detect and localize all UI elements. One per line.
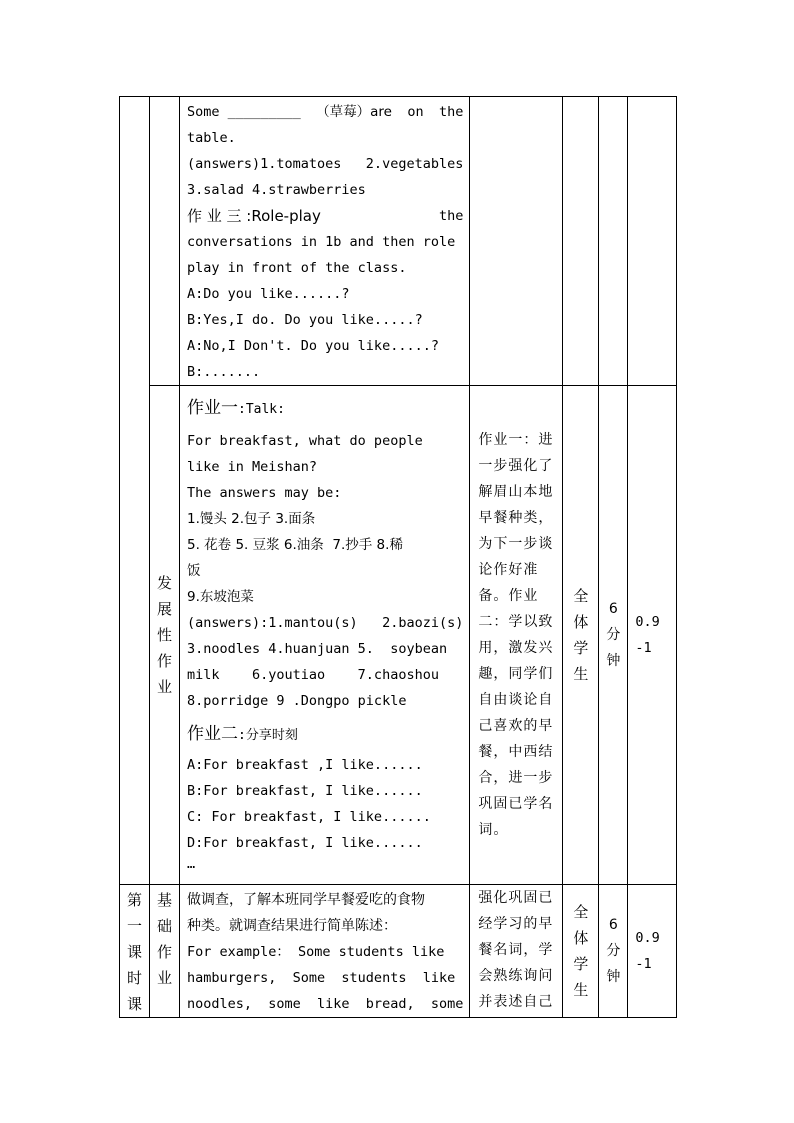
- text-line: (answers)1.tomatoes 2.vegetables: [187, 156, 464, 172]
- text-line: (answers):1.mantou(s) 2.baozi(s): [187, 615, 464, 631]
- time-cell: [599, 885, 628, 1018]
- table-row: [120, 885, 677, 1018]
- target-text: 全体学生: [573, 587, 589, 683]
- text-line: For breakfast, what do people: [187, 433, 423, 449]
- text-line: hamburgers, Some students like: [187, 970, 456, 986]
- target-cell-empty: [563, 97, 599, 386]
- text-line: B:.......: [187, 364, 261, 380]
- text-line: C: For breakfast, I like......: [187, 809, 431, 825]
- time-text: 6分钟: [606, 917, 621, 985]
- homework-design-table: [119, 96, 677, 1018]
- text-line: 做调查，了解本班同学早餐爱吃的食物: [187, 892, 425, 908]
- difficulty-cell-empty: [628, 97, 677, 386]
- purpose-text: 作业一：进一步强化了解眉山本地早餐种类，为下一步谈论作好准备。作业二：学以致用，激发兴趣，同学们自由谈论自己喜欢的早餐，中西结合，进一步巩固已学名词。: [478, 432, 554, 838]
- lesson-label: 第一课时课: [126, 891, 142, 1013]
- difficulty-text: 0.9-1: [635, 614, 660, 656]
- category-cell: [150, 386, 180, 885]
- text-line: table.: [187, 130, 236, 146]
- purpose-cell-empty: [470, 97, 563, 386]
- category-label: 发展性作业: [156, 574, 172, 696]
- category-cell-empty: [150, 97, 180, 386]
- task-heading: 作业二:分享时刻: [187, 724, 298, 744]
- content-cell: [180, 885, 470, 1018]
- text-line: conversations in 1b and then role: [187, 234, 456, 250]
- text-line: A:For breakfast ,I like......: [187, 757, 423, 773]
- text-line: B:For breakfast, I like......: [187, 783, 423, 799]
- text-line: 8.porridge 9 .Dongpo pickle: [187, 693, 407, 709]
- target-cell: [563, 386, 599, 885]
- text-line: B:Yes,I do. Do you like.....?: [187, 312, 423, 328]
- time-cell-empty: [599, 97, 628, 386]
- text-line: Some _________ （草莓）are on the: [187, 104, 464, 120]
- lesson-cell-empty: [120, 97, 150, 885]
- content-cell: [180, 97, 470, 386]
- text-line: 种类。就调查结果进行简单陈述：: [187, 918, 397, 934]
- content-cell: [180, 386, 470, 885]
- time-text: 6分钟: [606, 601, 621, 669]
- table-row: [120, 386, 677, 885]
- time-cell: [599, 386, 628, 885]
- text-line: 5. 花卷 5. 豆浆 6.油条 7.抄手 8.稀: [187, 537, 403, 553]
- purpose-cell: [470, 386, 563, 885]
- text-line: 1.馒头 2.包子 3.面条: [187, 511, 316, 527]
- purpose-text: 强化巩固已经学习的早餐名词，学会熟练询问并表述自己: [478, 890, 554, 1010]
- text-line: D:For breakfast, I like......: [187, 835, 423, 851]
- text-line: play in front of the class.: [187, 260, 407, 276]
- task-heading: 作业一:Talk:: [187, 398, 285, 418]
- purpose-cell: [470, 885, 563, 1018]
- text-line: A:No,I Don't. Do you like.....?: [187, 338, 439, 354]
- text-line: 3.noodles 4.huanjuan 5. soybean: [187, 641, 448, 657]
- text-line: For example： Some students like: [187, 944, 445, 960]
- category-cell: [150, 885, 180, 1018]
- difficulty-cell: [628, 386, 677, 885]
- target-cell: [563, 885, 599, 1018]
- text-line: 作 业 三 :Role-play the: [187, 207, 464, 225]
- text-line: like in Meishan?: [187, 459, 318, 475]
- lesson-cell: [120, 885, 150, 1018]
- text-line: 3.salad 4.strawberries: [187, 182, 366, 198]
- text-line: 饭: [187, 563, 201, 579]
- text-line: milk 6.youtiao 7.chaoshou: [187, 667, 439, 683]
- difficulty-text: 0.9-1: [635, 930, 660, 972]
- text-line: The answers may be:: [187, 485, 342, 501]
- text-line: noodles, some like bread, some: [187, 996, 464, 1012]
- category-label: 基础作业: [156, 891, 172, 987]
- table-row: [120, 97, 677, 386]
- target-text: 全体学生: [573, 903, 589, 999]
- text-line: A:Do you like......?: [187, 286, 350, 302]
- text-line: …: [187, 856, 196, 872]
- difficulty-cell: [628, 885, 677, 1018]
- text-line: 9.东坡泡菜: [187, 589, 254, 605]
